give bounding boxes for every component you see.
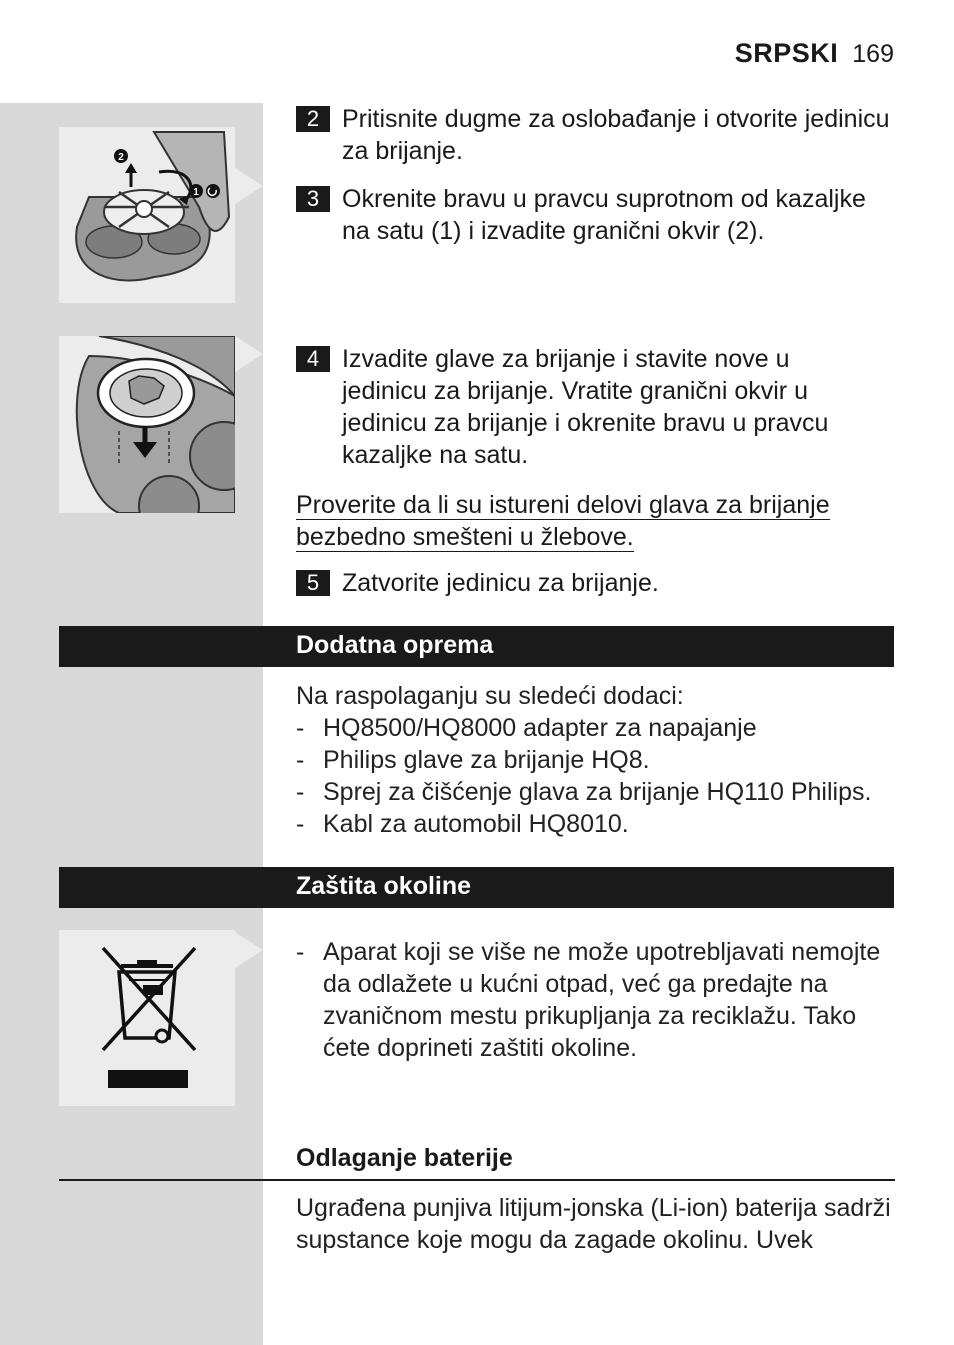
step-text: Okrenite bravu u pravcu suprotnom od kazaljke na satu (1) i izvadite granični okvir (2). bbox=[342, 185, 866, 245]
note-line-1: Proverite da li su istureni delovi glava za brijanje bbox=[296, 491, 830, 519]
list-item: - Philips glave za brijanje HQ8. bbox=[296, 744, 896, 776]
step-number: 5 bbox=[296, 570, 330, 596]
shaving-head-replace-illustration bbox=[59, 336, 235, 513]
section-heading: Dodatna oprema bbox=[296, 631, 494, 659]
note-line-2: bezbedno smešteni u žlebove. bbox=[296, 523, 634, 551]
step-4 bbox=[296, 343, 876, 471]
shaver-unlock-illustration bbox=[59, 127, 235, 303]
figure-pointer bbox=[235, 336, 263, 372]
figure-label-one: 1 bbox=[193, 187, 199, 198]
accessories-intro: Na raspolaganju su sledeći dodaci: bbox=[296, 682, 684, 710]
figure-pointer bbox=[235, 932, 263, 968]
step-2 bbox=[296, 103, 896, 167]
page-header bbox=[735, 38, 894, 69]
list-item: - Sprej za čišćenje glava za brijanje HQ110 Philips. bbox=[296, 776, 896, 808]
step-number: 3 bbox=[296, 186, 330, 212]
step-number: 4 bbox=[296, 346, 330, 372]
list-item: - Kabl za automobil HQ8010. bbox=[296, 808, 896, 840]
section-heading: Zaštita okoline bbox=[296, 872, 472, 900]
page-number: 169 bbox=[852, 40, 894, 68]
step-number: 2 bbox=[296, 106, 330, 132]
step-text: Pritisnite dugme za oslobađanje i otvorite jedinicu za brijanje. bbox=[342, 105, 890, 165]
crossed-out-wheelie-bin-icon bbox=[59, 930, 235, 1106]
battery-text: Ugrađena punjiva litijum-jonska (Li-ion) baterija sadrži supstance koje mogu da zagade okolinu. Uvek bbox=[296, 1194, 891, 1254]
step-text: Izvadite glave za brijanje i stavite nove u jedinicu za brijanje. Vratite granični okvir u jedinicu za brijanje i okrenite bravu u pravcu kazaljke na satu. bbox=[342, 345, 829, 469]
list-item: - Aparat koji se više ne može upotrebljavati nemojte da odlažete u kućni otpad, već ga predajte na zvaničnom mestu prikupljanja za reciklažu. Tako ćete doprineti zaštiti okoline. bbox=[296, 936, 901, 1064]
step-text: Zatvorite jedinicu za brijanje. bbox=[342, 569, 659, 597]
section-bar-accessories bbox=[59, 626, 894, 667]
environment-list bbox=[296, 936, 901, 1064]
figure-label-two: 2 bbox=[118, 152, 124, 163]
accessories-list bbox=[296, 712, 896, 840]
battery-heading: Odlaganje baterije bbox=[296, 1144, 513, 1172]
figure-pointer bbox=[235, 168, 263, 204]
section-rule bbox=[59, 1179, 895, 1181]
list-item: - HQ8500/HQ8000 adapter za napajanje bbox=[296, 712, 896, 744]
accessories-block bbox=[296, 680, 896, 840]
step-3 bbox=[296, 183, 892, 247]
language-label: SRPSKI bbox=[734, 38, 839, 68]
environment-block bbox=[296, 936, 901, 1064]
section-bar-environment bbox=[59, 867, 894, 908]
step-5 bbox=[296, 567, 896, 599]
important-note bbox=[296, 489, 866, 553]
